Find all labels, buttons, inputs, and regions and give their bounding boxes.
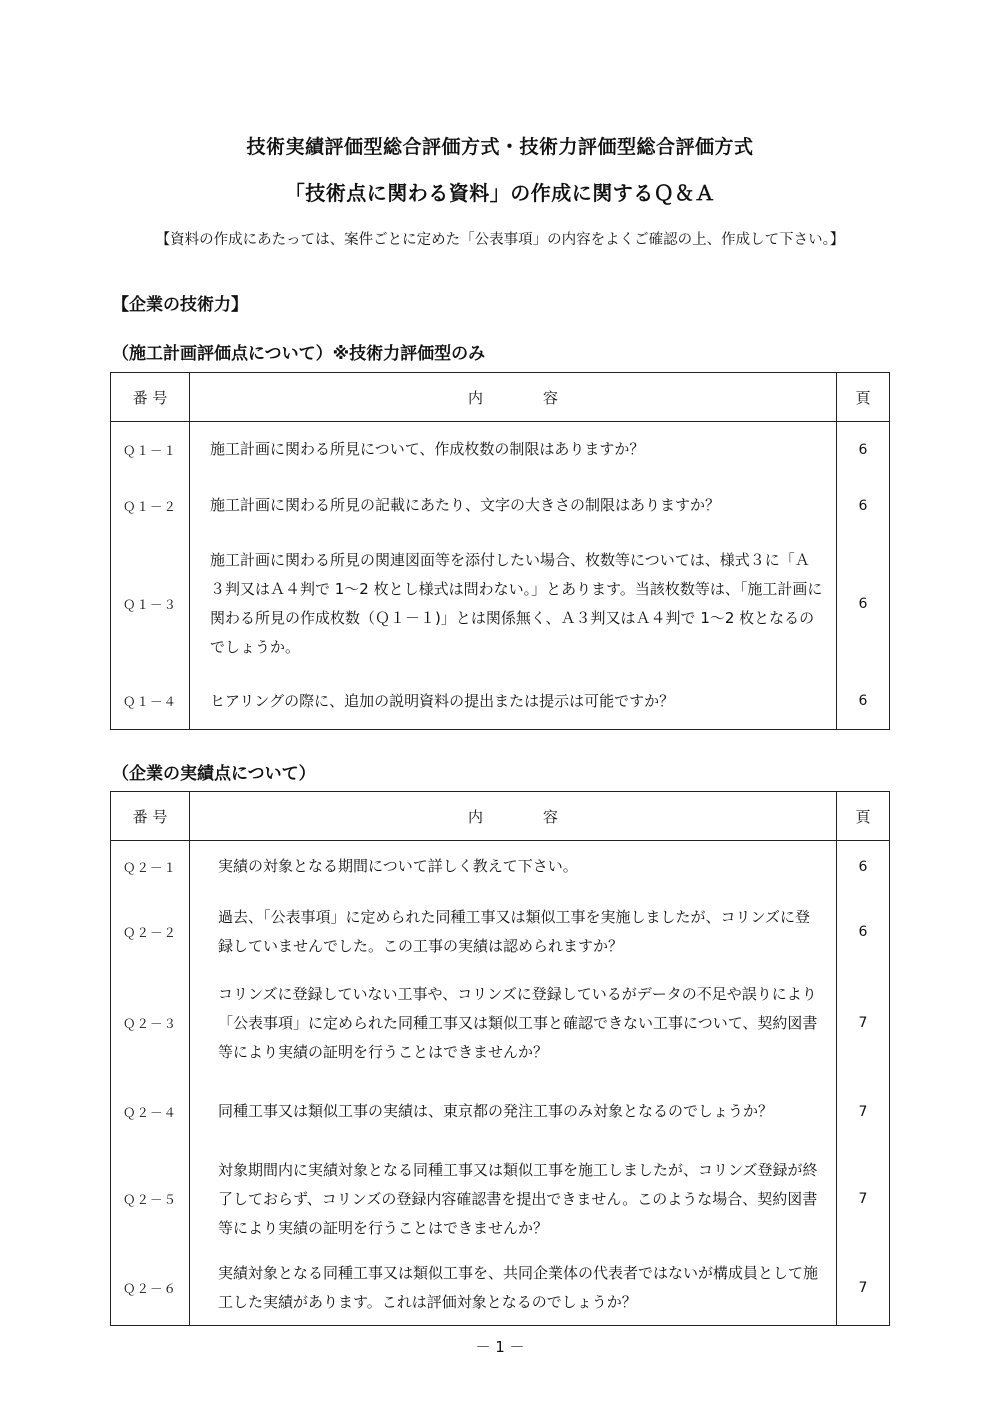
table-row [111, 893, 890, 971]
table-header-row [111, 373, 890, 422]
table-row [111, 478, 890, 534]
header-page: 頁 [837, 792, 890, 841]
question-text: 施工計画に関わる所見の記載にあたり、文字の大きさの制限はありますか？ [190, 478, 837, 534]
question-number: Ｑ２－４ [111, 1076, 190, 1148]
page-ref: 6 [837, 893, 890, 971]
question-number: Ｑ２－１ [111, 841, 190, 893]
header-page: 頁 [837, 373, 890, 422]
question-text: 施工計画に関わる所見について、作成枚数の制限はありますか？ [190, 422, 837, 478]
qa-table-company-record [110, 791, 890, 1326]
table-row [111, 1148, 890, 1251]
page-ref: 7 [837, 1076, 890, 1148]
page-ref: 7 [837, 971, 890, 1076]
document-title-line2: 「技術点に関わる資料」の作成に関するＱ＆Ａ [284, 181, 716, 205]
table-row [111, 971, 890, 1076]
table-row [111, 422, 890, 478]
page-ref: 6 [837, 422, 890, 478]
table-row [111, 1251, 890, 1326]
question-text: 同種工事又は類似工事の実績は、東京都の発注工事のみ対象となるのでしょうか？ [190, 1076, 837, 1148]
page-ref: 6 [837, 478, 890, 534]
question-number: Ｑ２－５ [111, 1148, 190, 1251]
question-text: コリンズに登録していない工事や、コリンズに登録しているがデータの不足や誤りにより「公表事項」に定められた同種工事又は類似工事と確認できない工事について、契約図書等により実績の証明を行うことはできませんか？ [190, 971, 837, 1076]
question-number: Ｑ２－２ [111, 893, 190, 971]
question-text: 実績対象となる同種工事又は類似工事を、共同企業体の代表者ではないが構成員として施工した実績があります。これは評価対象となるのでしょうか？ [190, 1251, 837, 1326]
instruction-note: 【資料の作成にあたっては、案件ごとに定めた「公表事項」の内容をよくご確認の上、作成して下さい。】 [155, 232, 845, 248]
qa-table-construction-plan [110, 372, 890, 730]
question-number: Ｑ２－３ [111, 971, 190, 1076]
table-header-row [111, 792, 890, 841]
question-text: 対象期間内に実績対象となる同種工事又は類似工事を施工しましたが、コリンズ登録が終了しておらず、コリンズの登録内容確認書を提出できません。このような場合、契約図書等により実績の証明を行うことはできませんか？ [190, 1148, 837, 1251]
question-text: 過去、「公表事項」に定められた同種工事又は類似工事を実施しましたが、コリンズに登録していませんでした。この工事の実績は認められますか？ [190, 893, 837, 971]
question-text: 実績の対象となる期間について詳しく教えて下さい。 [190, 841, 837, 893]
table1-heading: （施工計画評価点について）※技術力評価型のみ [112, 344, 486, 364]
table-row [111, 1076, 890, 1148]
question-number: Ｑ１－３ [111, 534, 190, 674]
question-text: 施工計画に関わる所見の関連図面等を添付したい場合、枚数等については、様式３に「Ａ３判又はＡ４判で 1～2 枚とし様式は問わない。」とあります。当該枚数等は、「施工計画に関わる所見の作成枚数（Ｑ１－１)」とは関係無く、Ａ３判又はＡ４判で 1～2 枚となるのでしょうか。 [190, 534, 837, 674]
table-row [111, 841, 890, 893]
header-content: 内 容 [190, 792, 837, 841]
table2-heading: （企業の実績点について） [112, 764, 316, 784]
document-title-line1: 技術実績評価型総合評価方式・技術力評価型総合評価方式 [246, 136, 754, 158]
page-number: － 1 － [475, 1338, 525, 1356]
question-text: ヒアリングの際に、追加の説明資料の提出または提示は可能ですか？ [190, 674, 837, 730]
question-number: Ｑ２－６ [111, 1251, 190, 1326]
page-ref: 6 [837, 674, 890, 730]
page-ref: 7 [837, 1148, 890, 1251]
section-heading: 【企業の技術力】 [112, 295, 248, 315]
question-number: Ｑ１－２ [111, 478, 190, 534]
header-number: 番 号 [111, 792, 190, 841]
header-content: 内 容 [190, 373, 837, 422]
header-number: 番 号 [111, 373, 190, 422]
page-ref: 7 [837, 1251, 890, 1326]
page-ref: 6 [837, 534, 890, 674]
table-row [111, 534, 890, 674]
question-number: Ｑ１－１ [111, 422, 190, 478]
question-number: Ｑ１－４ [111, 674, 190, 730]
page-ref: 6 [837, 841, 890, 893]
table-row [111, 674, 890, 730]
